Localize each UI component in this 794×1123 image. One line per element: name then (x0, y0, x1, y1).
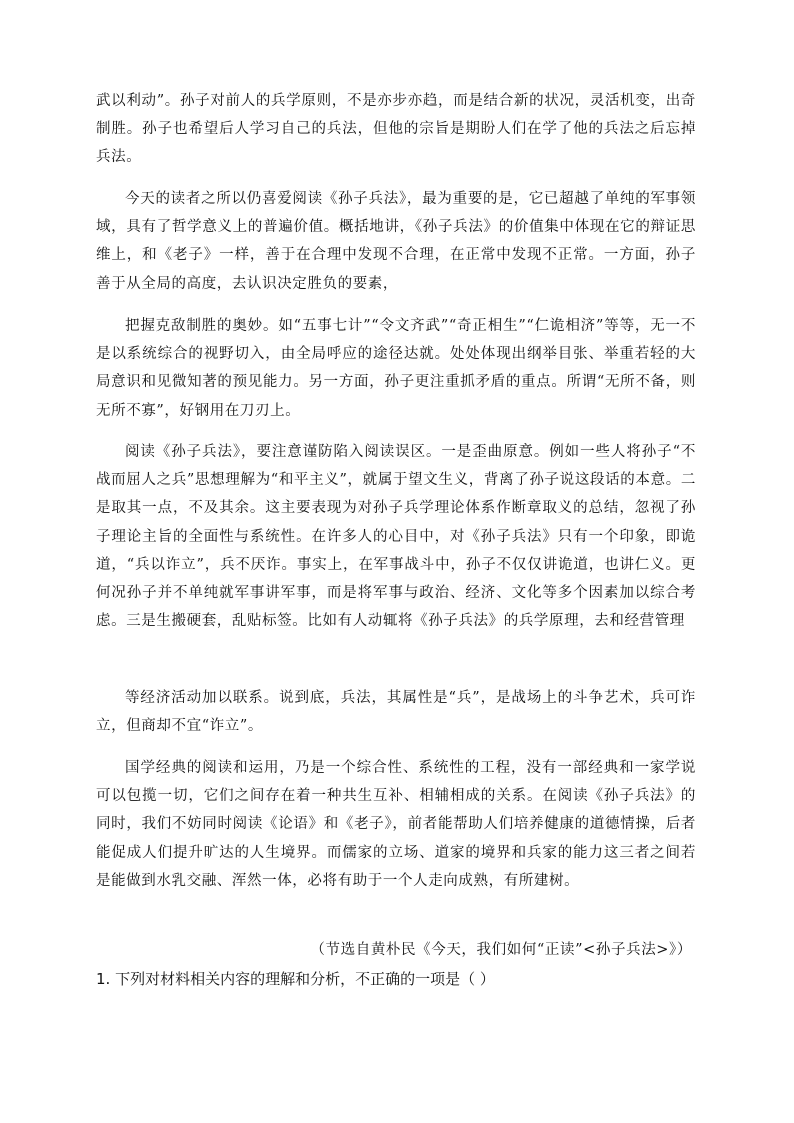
paragraph-4: 阅读《孙子兵法》，要注意谨防陷入阅读误区。一是歪曲原意。例如一些人将孙子“不战而屈人之兵”思想理解为“和平主义”，就属于望文生义，背离了孙子说这段话的本意。二是取其一点，不及其余。这主要表现为对孙子兵学理论体系作断章取义的总结，忽视了孙子理论主旨的全面性与系统性。在许多人的心目中，对《孙子兵法》只有一个印象，即诡道，“兵以诈立”，兵不厌诈。事实上，在军事战斗中，孙子不仅仅讲诡道，也讲仁义。更何况孙子并不单纯就军事讲军事，而是将军事与政治、经济、文化等多个因素加以综合考虑。三是生搬硬套，乱贴标签。比如有人动辄将《孙子兵法》的兵学原理，去和经营管理 (96, 444, 696, 630)
paragraph-3: 把握克敌制胜的奥妙。如“五事七计”“令文齐武”“奇正相生”“仁诡相济”等等，无一不是以系统综合的视野切入，由全局呼应的途径达就。处处体现出纲举目张、举重若轻的大局意识和见微知著的预见能力。另一方面，孙子更注重抓矛盾的重点。所谓“无所不备，则无所不寡”，好钢用在刀刃上。 (96, 318, 696, 419)
paragraph-1: 武以利动”。孙子对前人的兵学原则，不是亦步亦趋，而是结合新的状况，灵活机变，出奇制胜。孙子也希望后人学习自己的兵法，但他的宗旨是期盼人们在学了他的兵法之后忘掉兵法。 (96, 93, 696, 166)
paragraph-6: 国学经典的阅读和运用，乃是一个综合性、系统性的工程，没有一部经典和一家学说可以包揽一切，它们之间存在着一种共生互补、相辅相成的关系。在阅读《孙子兵法》的同时，我们不妨同时阅读《论语》和《老子》，前者能帮助人们培养健康的道德情操，后者能促成人们提升旷达的人生境界。而儒家的立场、道家的境界和兵家的能力这三者之间若是能做到水乳交融、浑然一体，必将有助于一个人走向成熟，有所建树。 (96, 760, 696, 889)
paragraph-5: 等经济活动加以联系。说到底，兵法，其属性是“兵”，是战场上的斗争艺术，兵可诈立，但商却不宜“诈立”。 (96, 690, 696, 735)
question-1: 1. 下列对材料相关内容的理解和分析，不正确的一项是（ ） (96, 970, 495, 988)
paragraph-2: 今天的读者之所以仍喜爱阅读《孙子兵法》，最为重要的是，它已超越了单纯的军事领域，具有了哲学意义上的普遍价值。概括地讲，《孙子兵法》的价值集中体现在它的辩证思维上，和《老子》一样，善于在合理中发现不合理，在正常中发现不正常。一方面，孙子善于从全局的高度，去认识决定胜负的要素， (96, 191, 696, 292)
source-citation: （节选自黄朴民《今天，我们如何“正读”<孙子兵法>》） (310, 942, 692, 958)
